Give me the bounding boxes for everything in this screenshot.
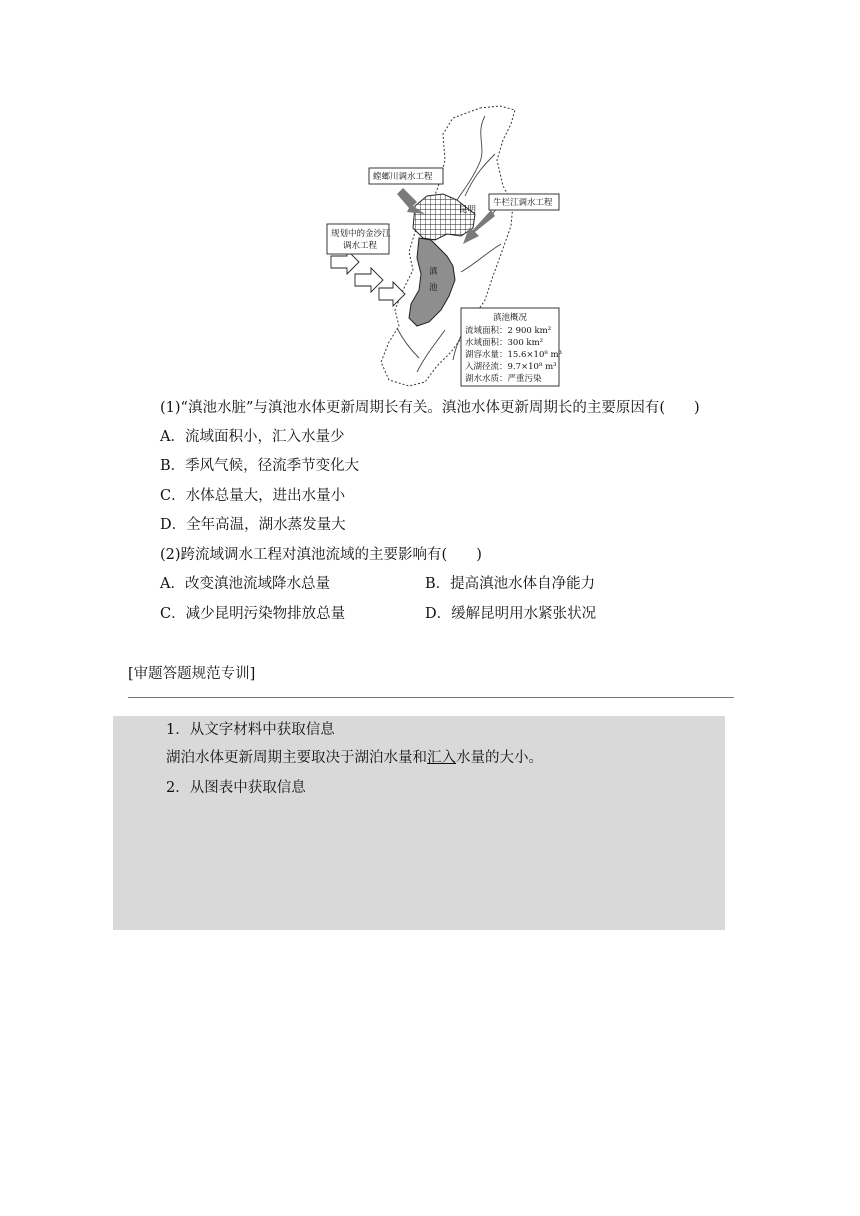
overview-line: 湖水水质：严重污染 [465,374,542,384]
label-jinsha-line1: 规划中的金沙江 [331,229,391,239]
overview-title: 滇池概况 [493,313,528,323]
question1-option-d[interactable]: D．全年高温，湖水蒸发量大 [160,517,346,533]
jinsha-arrow-3 [379,282,405,306]
question2-option-c[interactable]: C．减少昆明污染物排放总量 [160,606,346,622]
overview-line: 入湖径流：9.7×10⁸ m³ [465,362,557,372]
box-item2: 2．从图表中获取信息 [166,780,306,796]
question1-stem: (1)“滇池水脏”与滇池水体更新周期长有关。滇池水体更新周期长的主要原因有( ) [160,400,700,416]
label-dianchi-1: 滇 [429,267,438,277]
question2-option-b[interactable]: B．提高滇池水体自净能力 [425,576,596,592]
label-dianchi-2: 池 [429,283,438,293]
box-text-after: 水量的大小。 [456,750,543,766]
dianchi-map [325,104,565,390]
dianchi-lake [409,238,455,326]
kunming-urban-area [413,194,475,240]
label-niulanjiang: 牛栏江调水工程 [493,198,553,208]
overview-line: 流域面积：2 900 km² [465,326,552,336]
box-text-underlined: 汇入 [427,750,456,766]
box-text-before: 湖泊水体更新周期主要取决于湖泊水量和 [166,750,427,766]
section-title: [审题答题规范专训] [128,666,256,682]
question2-option-d[interactable]: D．缓解昆明用水紧张状况 [425,606,597,622]
overview-line: 水域面积：300 km² [465,338,544,348]
question1-option-b[interactable]: B．季风气候，径流季节变化大 [160,458,360,474]
label-jinsha-line2: 调水工程 [343,241,378,251]
question1-option-c[interactable]: C．水体总量大，进出水量小 [160,488,346,504]
box-text [166,746,543,767]
label-zhangjiu: 螳螂川调水工程 [373,172,433,182]
box-item1: 1．从文字材料中获取信息 [166,722,335,738]
question1-option-a[interactable]: A．流域面积小，汇入水量少 [160,429,345,445]
overview-line: 湖容水量：15.6×10⁸ m³ [465,350,562,360]
question2-stem: (2)跨流域调水工程对滇池流域的主要影响有( ) [160,547,482,563]
label-kunming: 昆明 [459,205,477,215]
divider [128,697,734,698]
question2-option-a[interactable]: A．改变滇池流域降水总量 [160,576,330,592]
